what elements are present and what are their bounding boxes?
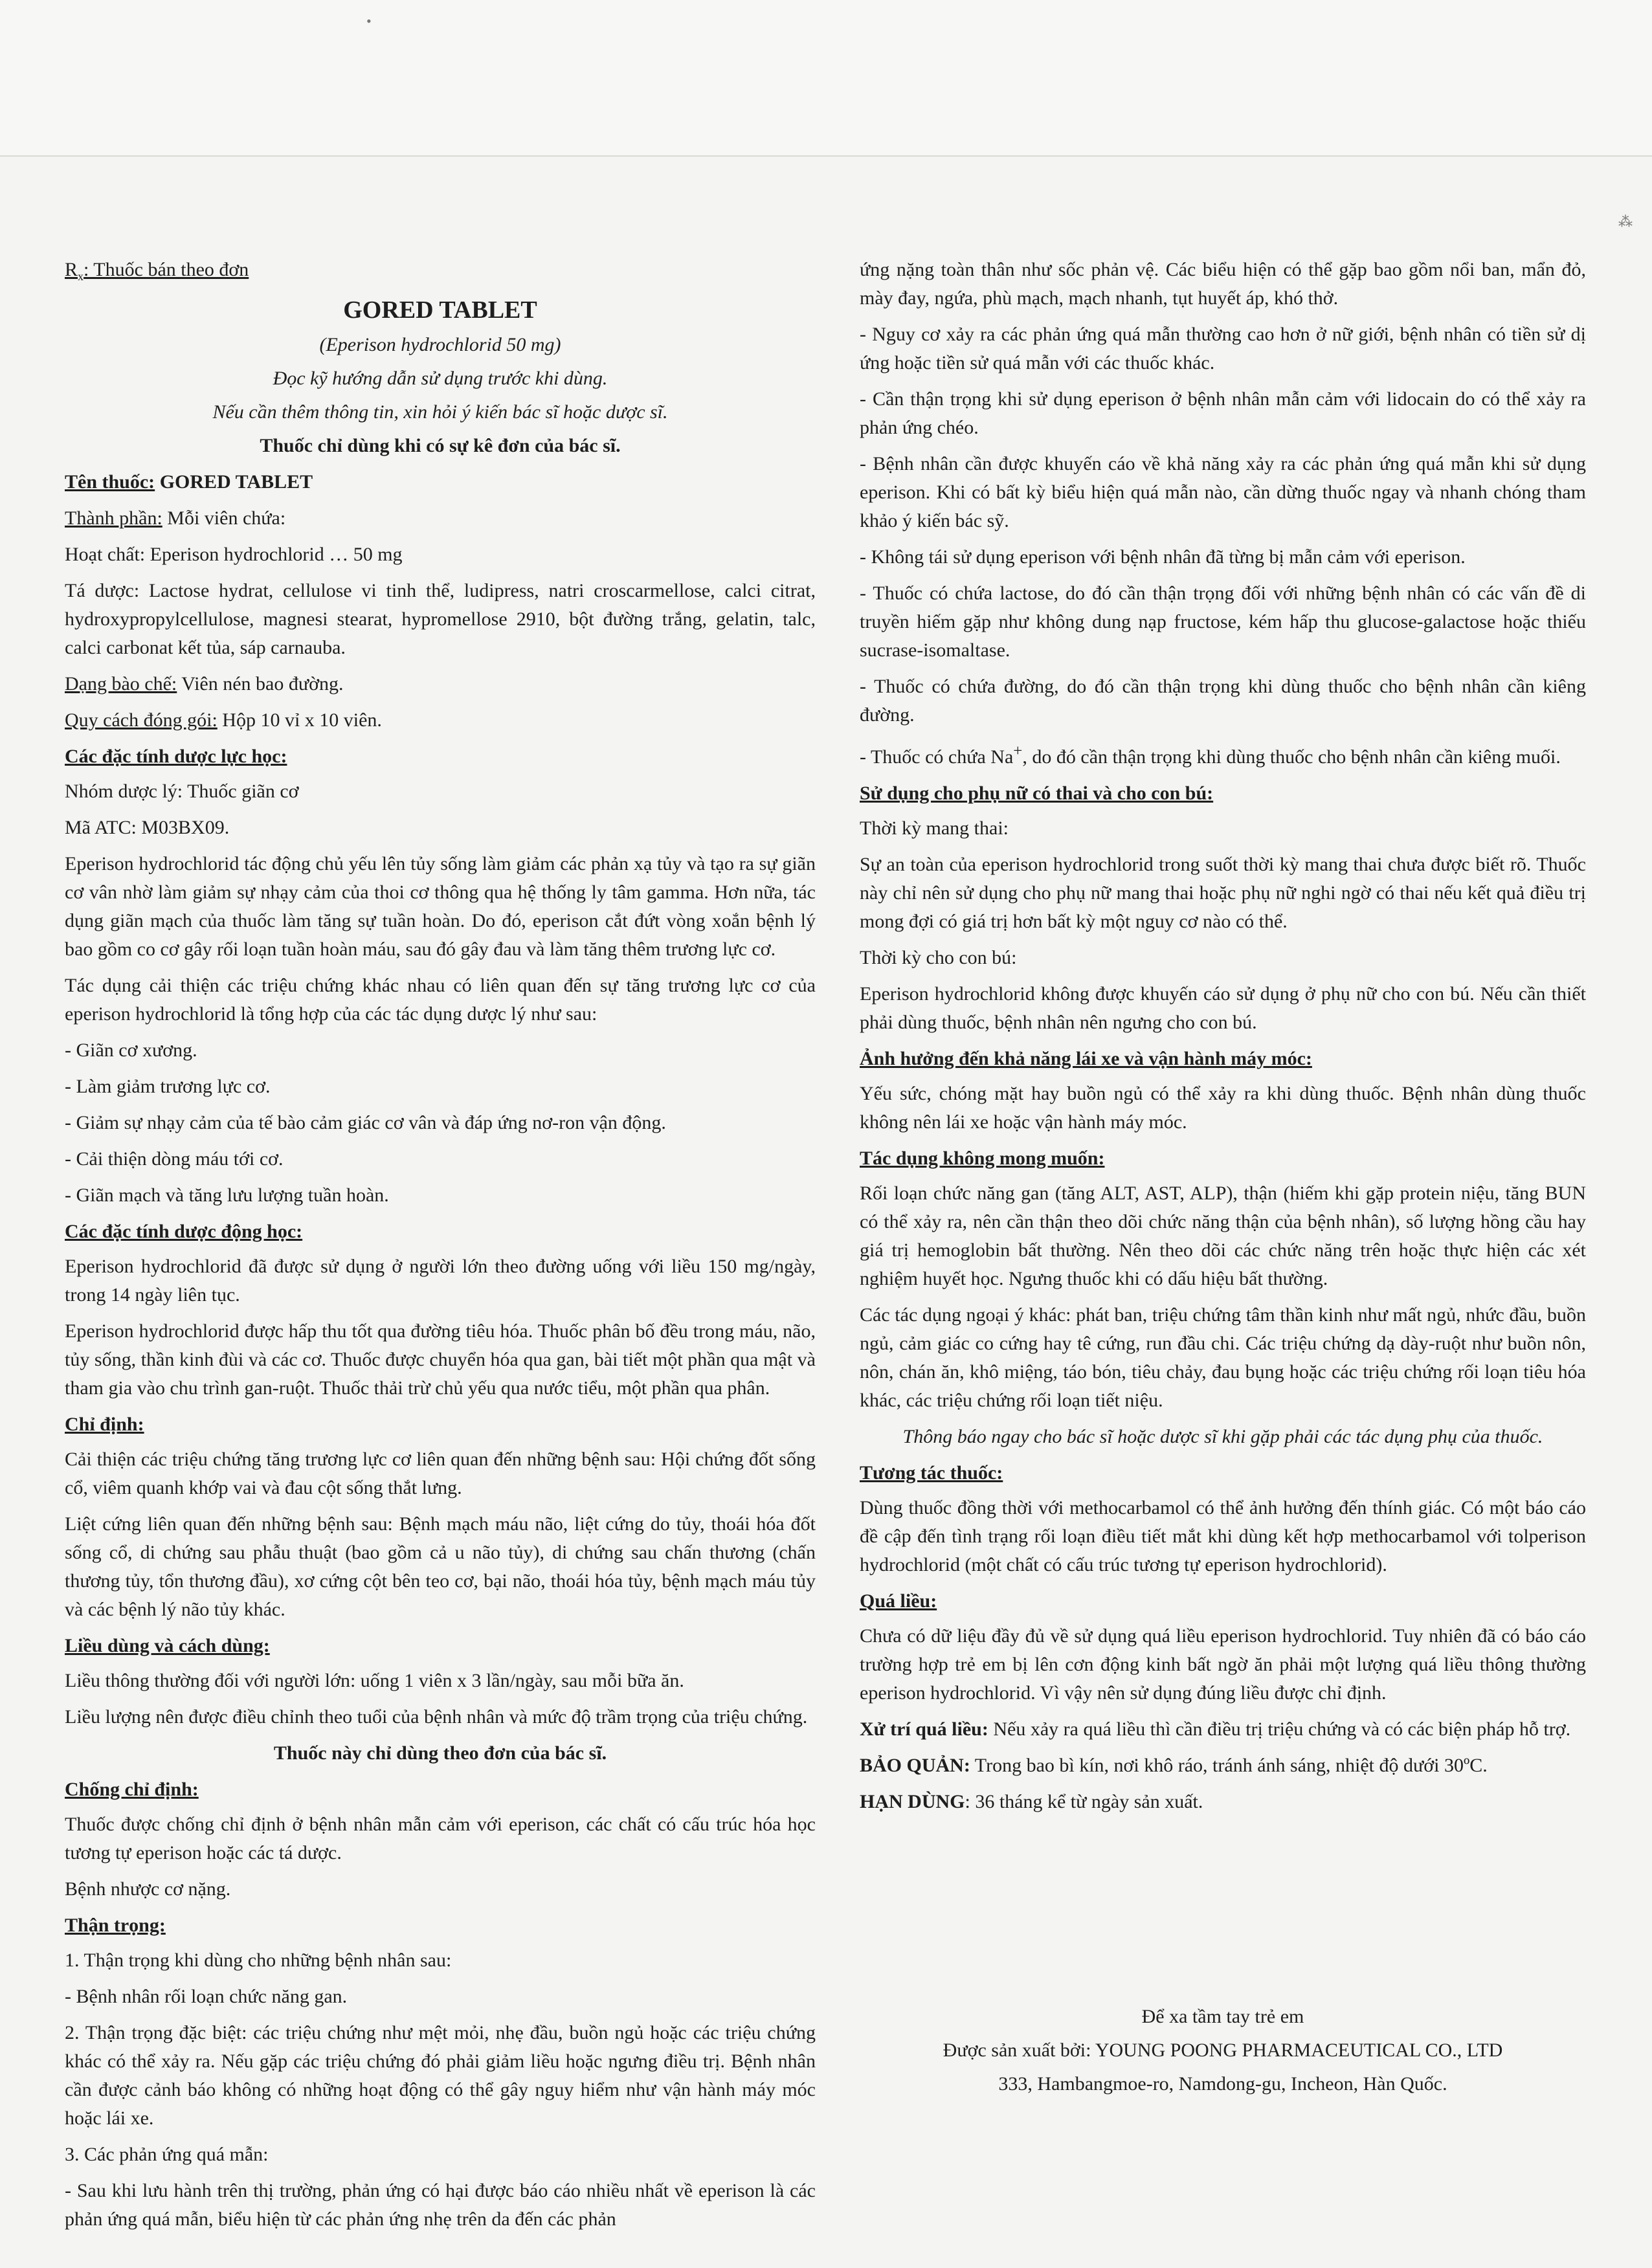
expiry: HẠN DÙNG: 36 tháng kể từ ngày sản xuất. <box>860 1791 1203 1812</box>
precautions-item: - Thuốc có chứa lactose, do đó cần thận trọng đối với những bệnh nhân có các vấn đề di truyền hiếm gặp như không dung nạp fructose, kém hấp thu glucose-galactose hoặc thiếu sucrase-isomaltase. <box>860 583 1586 661</box>
atc-code: Mã ATC: M03BX09. <box>65 817 230 838</box>
left-column <box>65 256 816 2241</box>
precautions-item: - Bệnh nhân rối loạn chức năng gan. <box>65 1986 348 2007</box>
prescription-notice: Thuốc chỉ dùng khi có sự kê đơn của bác sĩ. <box>260 435 621 456</box>
pharmacokinetics-heading: Các đặc tính dược động học: <box>65 1221 303 1242</box>
lactation-subheading: Thời kỳ cho con bú: <box>860 947 1017 968</box>
keep-away-notice: Để xa tầm tay trẻ em <box>1141 2006 1304 2027</box>
overdose-management: Xử trí quá liều: Nếu xảy ra quá liều thì cần điều trị triệu chứng và có các biện pháp hỗ trợ. <box>860 1718 1571 1740</box>
pk-paragraph: Eperison hydrochlorid được hấp thu tốt qua đường tiêu hóa. Thuốc phân bố đều trong máu, não, tủy sống, thần kinh đùi và các cơ. Thuốc được chuyển hóa qua gan, bài tiết một phần qua mật và tham gia vào chu trình gan-ruột. Thuốc thải trừ chủ yếu qua nước tiểu, một phần qua phân. <box>65 1320 816 1399</box>
precautions-item: - Cần thận trọng khi sử dụng eperison ở bệnh nhân mẫn cảm với lidocain do có thể xảy ra phản ứng chéo. <box>860 388 1586 438</box>
scan-speck: ⁂ <box>1618 214 1633 230</box>
adverse-effects-paragraph: Các tác dụng ngoại ý khác: phát ban, triệu chứng tâm thần kinh như mất ngủ, nhức đầu, buồn ngủ, cảm giác co cứng hay tê cứng, run đầu chi. Các triệu chứng dạ dày-ruột như buồn nôn, nôn, chán ăn, khô miệng, táo bón, tiêu chảy, đau bụng hoặc các triệu chứng rối loạn tiêu hóa khác, các triệu chứng rối loạn tiết niệu. <box>860 1304 1586 1411</box>
indications-heading: Chỉ định: <box>65 1414 144 1435</box>
pd-list-item: - Giãn mạch và tăng lưu lượng tuần hoàn. <box>65 1184 389 1206</box>
precautions-heading: Thận trọng: <box>65 1915 166 1936</box>
precautions-item: - Thuốc có chứa đường, do đó cần thận trọng khi dùng thuốc cho bệnh nhân cần kiêng đường. <box>860 676 1586 726</box>
adverse-effects-note: Thông báo ngay cho bác sĩ hoặc dược sĩ khi gặp phải các tác dụng phụ của thuốc. <box>902 1426 1543 1447</box>
pharmacologic-group: Nhóm dược lý: Thuốc giãn cơ <box>65 781 299 802</box>
overdose-heading: Quá liều: <box>860 1590 937 1612</box>
precautions-item: 1. Thận trọng khi dùng cho những bệnh nhân sau: <box>65 1950 452 1971</box>
hypersensitivity-continued: ứng nặng toàn thân như sốc phản vệ. Các biểu hiện có thể gặp bao gồm nổi ban, mẩn đỏ, mày đay, ngứa, phù mạch, mạch nhanh, tụt huyết áp, khó thở. <box>860 259 1586 309</box>
precautions-item: 3. Các phản ứng quá mẫn: <box>65 2144 269 2165</box>
composition: Thành phần: Mỗi viên chứa: <box>65 507 286 529</box>
packaging: Quy cách đóng gói: Hộp 10 vỉ x 10 viên. <box>65 709 382 731</box>
active-ingredient: Hoạt chất: Eperison hydrochlorid … 50 mg <box>65 544 403 565</box>
pk-paragraph: Eperison hydrochlorid đã được sử dụng ở người lớn theo đường uống với liều 150 mg/ngày, trong 14 ngày liên tục. <box>65 1256 816 1306</box>
precautions-item: - Thuốc có chứa Na+, do đó cần thận trọng khi dùng thuốc cho bệnh nhân cần kiêng muối. <box>860 742 1561 768</box>
manufacturer-name: Được sản xuất bởi: YOUNG POONG PHARMACEUTICAL CO., LTD <box>943 2040 1503 2061</box>
precautions-item: - Không tái sử dụng eperison với bệnh nhân đã từng bị mẫn cảm với eperison. <box>860 546 1466 568</box>
dosage-form: Dạng bào chế: Viên nén bao đường. <box>65 673 344 695</box>
pregnancy-subheading: Thời kỳ mang thai: <box>860 817 1009 839</box>
driving-paragraph: Yếu sức, chóng mặt hay buồn ngủ có thể xảy ra khi dùng thuốc. Bệnh nhân dùng thuốc không nên lái xe hoặc vận hành máy móc. <box>860 1083 1586 1133</box>
pregnancy-heading: Sử dụng cho phụ nữ có thai và cho con bú: <box>860 783 1214 804</box>
product-title: GORED TABLET <box>343 296 537 324</box>
pregnancy-paragraph: Sự an toàn của eperison hydrochlorid trong suốt thời kỳ mang thai chưa được biết rõ. Thuốc này chỉ nên sử dụng cho phụ nữ mang thai hoặc phụ nữ nghi ngờ có thai nếu kết quả điều trị mong đợi có giá trị hơn bất kỳ một nguy cơ nào có thể. <box>860 854 1586 932</box>
drug-name: Tên thuốc: GORED TABLET <box>65 471 313 493</box>
precautions-item: - Nguy cơ xảy ra các phản ứng quá mẫn thường cao hơn ở nữ giới, bệnh nhân có tiền sử dị ứng hoặc tiền sử quá mẫn với các thuốc khác. <box>860 324 1586 373</box>
indications-paragraph: Cải thiện các triệu chứng tăng trương lực cơ liên quan đến những bệnh sau: Hội chứng đốt sống cổ, viêm quanh khớp vai và đau cột sống thắt lưng. <box>65 1449 816 1498</box>
interactions-paragraph: Dùng thuốc đồng thời với methocarbamol có thể ảnh hưởng đến thính giác. Có một báo cáo đề cập đến tình trạng rối loạn điều tiết mắt khi dùng kết hợp methocarbamol với tolperison hydrochlorid (một chất có cấu trúc tương tự eperison hydrochlorid). <box>860 1497 1586 1575</box>
contraindications-paragraph: Bệnh nhược cơ nặng. <box>65 1878 231 1900</box>
prescription-only-notice: Thuốc này chỉ dùng theo đơn của bác sĩ. <box>273 1742 607 1764</box>
precautions-item: - Sau khi lưu hành trên thị trường, phản ứng có hại được báo cáo nhiều nhất về eperison là các phản ứng quá mẫn, biểu hiện từ các phản ứng nhẹ trên da đến các phản <box>65 2180 816 2230</box>
right-column <box>860 256 1586 1824</box>
pd-list-item: - Làm giảm trương lực cơ. <box>65 1076 271 1097</box>
pharmacodynamics-heading: Các đặc tính dược lực học: <box>65 746 287 767</box>
precautions-item: 2. Thận trọng đặc biệt: các triệu chứng như mệt mỏi, nhẹ đầu, buồn ngủ hoặc các triệu chứng khác có thể xảy ra. Nếu gặp các triệu chứng đó phải giảm liều hoặc ngưng điều trị. Bệnh nhân cần được cảnh báo không có những hoạt động có thể gây nguy hiểm như vận hành máy móc hoặc lái xe. <box>65 2022 816 2129</box>
pd-list-item: - Giảm sự nhạy cảm của tế bào cảm giác cơ vân và đáp ứng nơ-ron vận động. <box>65 1112 666 1133</box>
interactions-heading: Tương tác thuốc: <box>860 1462 1003 1484</box>
dosage-paragraph: Liều lượng nên được điều chỉnh theo tuổi của bệnh nhân và mức độ trầm trọng của triệu chứng. <box>65 1706 808 1728</box>
dosage-heading: Liều dùng và cách dùng: <box>65 1635 270 1656</box>
contraindications-paragraph: Thuốc được chống chỉ định ở bệnh nhân mẫn cảm với eperison, các chất có cấu trúc hóa học tương tự eperison hoặc các tá dược. <box>65 1814 816 1863</box>
manufacturer-footer <box>860 2000 1586 2101</box>
rx-label: $R_x$: Thuốc bán theo đơn <box>65 259 249 283</box>
ask-notice: Nếu cần thêm thông tin, xin hỏi ý kiến bác sĩ hoặc dược sĩ. <box>212 401 668 423</box>
indications-paragraph: Liệt cứng liên quan đến những bệnh sau: Bệnh mạch máu não, liệt cứng do tủy, thoái hóa đốt sống cổ, di chứng sau phẫu thuật (bao gồm cả u não tủy), di chứng sau chấn thương (chấn thương tủy, tổn thương đầu), xơ cứng cột bên teo cơ, bại não, thoái hóa tủy, bệnh mạch máu tủy và các bệnh lý não tủy khác. <box>65 1513 816 1620</box>
product-subtitle: (Eperison hydrochlorid 50 mg) <box>319 334 561 355</box>
precautions-item: - Bệnh nhân cần được khuyến cáo về khả năng xảy ra các phản ứng quá mẫn khi sử dụng eperison. Khi có bất kỳ biểu hiện quá mẫn nào, cần dừng thuốc ngay và nhanh chóng tham khảo ý kiến bác sỹ. <box>860 453 1586 531</box>
storage: BẢO QUẢN: Trong bao bì kín, nơi khô ráo, tránh ánh sáng, nhiệt độ dưới 30ºC. <box>860 1755 1488 1776</box>
scan-speck: • <box>366 13 372 29</box>
manufacturer-address: 333, Hambangmoe-ro, Namdong-gu, Incheon, Hàn Quốc. <box>998 2073 1447 2095</box>
adverse-effects-heading: Tác dụng không mong muốn: <box>860 1148 1105 1169</box>
dosage-paragraph: Liều thông thường đối với người lớn: uống 1 viên x 3 lần/ngày, sau mỗi bữa ăn. <box>65 1670 684 1691</box>
driving-heading: Ảnh hưởng đến khả năng lái xe và vận hành máy móc: <box>860 1048 1312 1069</box>
read-notice: Đọc kỹ hướng dẫn sử dụng trước khi dùng. <box>273 368 608 389</box>
pd-list-item: - Cải thiện dòng máu tới cơ. <box>65 1148 284 1170</box>
pd-list-item: - Giãn cơ xương. <box>65 1040 197 1061</box>
pd-paragraph: Eperison hydrochlorid tác động chủ yếu lên tủy sống làm giảm các phản xạ tủy và tạo ra sự giãn cơ vân nhờ làm giảm sự nhạy cảm của thoi cơ thông qua hệ thống ly tâm gamma. Hơn nữa, tác dụng giãn mạch của thuốc làm tăng sự tuần hoàn. Do đó, eperison cắt đứt vòng xoắn bệnh lý bao gồm co cơ gây rối loạn tuần hoàn máu, sau đó gây đau và làm tăng thêm trương lực cơ. <box>65 853 816 960</box>
excipients: Tá dược: Lactose hydrat, cellulose vi tinh thể, ludipress, natri croscarmellose, calci citrat, hydroxypropylcellulose, magnesi stearat, hypromellose 2910, bột đường trắng, gelatin, talc, calci carbonat kết tủa, sáp carnauba. <box>65 580 816 658</box>
contraindications-heading: Chống chỉ định: <box>65 1779 199 1800</box>
pd-paragraph: Tác dụng cải thiện các triệu chứng khác nhau có liên quan đến sự tăng trương lực cơ của eperison hydrochlorid là tổng hợp của các tác dụng dược lý như sau: <box>65 975 816 1025</box>
scan-top-margin <box>0 0 1652 157</box>
adverse-effects-paragraph: Rối loạn chức năng gan (tăng ALT, AST, ALP), thận (hiếm khi gặp protein niệu, tăng BUN có thể xảy ra, nên cần thận theo dõi chức năng thận của bệnh nhân), số lượng hồng cầu hay giá trị hemoglobin bất thường. Nên theo dõi các chức năng trên hoặc thực hiện các xét nghiệm huyết học. Ngưng thuốc khi có dấu hiệu bất thường. <box>860 1183 1586 1289</box>
overdose-paragraph: Chưa có dữ liệu đầy đủ về sử dụng quá liều eperison hydrochlorid. Tuy nhiên đã có báo cáo trường hợp trẻ em bị lên cơn động kinh bất ngờ ăn phải một lượng quá liều thông thường eperison hydrochlorid. Vì vậy nên sử dụng đúng liều được chỉ định. <box>860 1625 1586 1704</box>
lactation-paragraph: Eperison hydrochlorid không được khuyến cáo sử dụng ở phụ nữ cho con bú. Nếu cần thiết phải dùng thuốc, bệnh nhân nên ngưng cho con bú. <box>860 983 1586 1033</box>
